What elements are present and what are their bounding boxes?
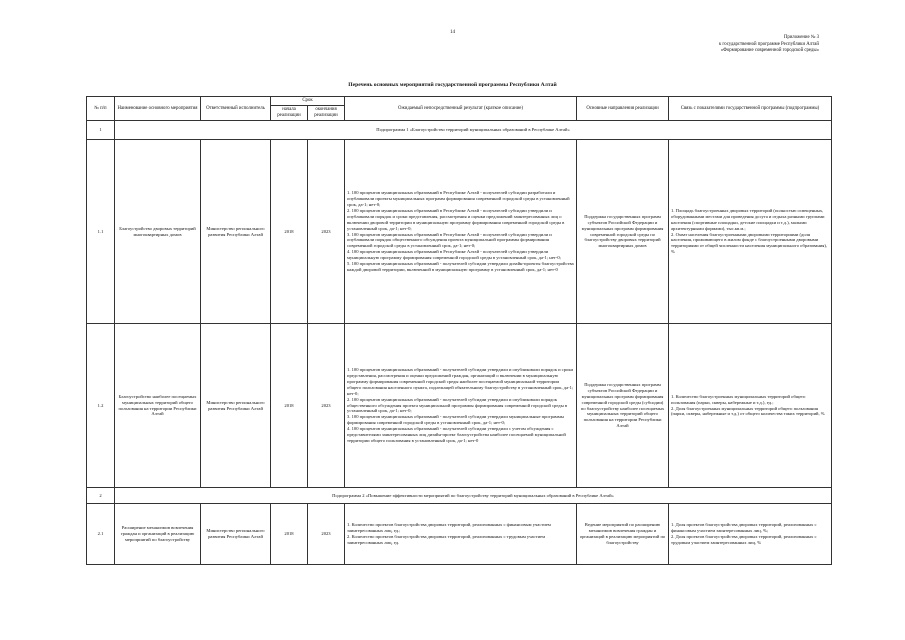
appendix-note [639,35,819,55]
row-2-1-directions: Ведение мероприятий по расширению механизмов вовлечения граждан и организаций в реализацию мероприятий по благоустройству [577,504,669,565]
header-term: Срок [271,97,345,106]
result-item: 1. 100 процентов муниципальных образований - получателей субсидии утвердили и опубликовали порядок и сроки представления, рассмотрения и оценки предложений граждан, организаций о включении в муниципальную программу формирования современной городской среды наиболее посещаемой муниципальной территории общего пользования населенного пункта, подлежащей обязательному благоустройству в установленный срок, да-1; нет-0; [347,367,574,396]
header-directions: Основные направления реализации [577,97,669,121]
subprogram-2-title: Подпрограмма 2 «Повышение эффективности мероприятий по благоустройству территорий муниципальных образований в Республике Алтай» [115,488,832,504]
header-row-1 [87,97,832,106]
appendix-line-3: «Формирование современной городской среды» [720,48,819,54]
result-item: 3. 100 процентов муниципальных образований - получателей субсидии утвердили муниципальные программы формирования современной городской среды в установленный срок, да-1; нет-0; [347,414,564,426]
header-link: Связь с показателями государственной программы (подпрограммы) [669,97,832,121]
header-num: № п/п [87,97,115,121]
result-item: 2. Количество проектов благоустройства дворовых территорий, реализованных с трудовым участием заинтересованных лиц, ед. [347,534,546,545]
table-row-1-2 [87,324,832,488]
row-1-1-directions: Поддержка государственных программ субъектов Российской Федерации и муниципальных программ формирования современной городской среды по благоустройству дворовых территорий многоквартирных домов [577,140,669,324]
header-executor: Ответственный исполнитель [201,97,271,121]
row-1-1-end: 2023 [308,140,345,324]
link-item: 2. Доля проектов благоустройства дворовых территорий, реализованных с трудовым участием заинтересованных лиц, % [671,534,817,545]
row-1-2-results [345,324,577,488]
header-result: Ожидаемый непосредственный результат (краткое описание) [345,97,577,121]
link-item: 2. Охват населения благоустроенными дворовыми территориями (доля населения, проживающего в жилом фонде с благоустроенными дворовыми территориями от общей численности населения муниципального образования), % [671,231,828,255]
row-2-1-results [345,504,577,565]
link-item: 1. Доля проектов благоустройства дворовых территорий, реализованных с финансовым участием заинтересованных лиц, %; [671,522,817,534]
subprogram-1-title: Подпрограмма 1 «Благоустройство территорий муниципальных образований в Республике Алтай» [115,121,832,140]
result-item: 5. 100 процентов муниципальных образований - получателей субсидии утвердили дизайн-проекты благоустройства каждой дворовой территории, включенной в муниципальную программу в установленный срок, да-1; нет-0 [347,261,574,272]
result-item: 2. 100 процентов муниципальных образований в Республике Алтай - получателей субсидии утвердили и опубликовали порядок и сроки представления, рассмотрения и оценки предложений заинтересованных лиц о включении дворовой территории в муниципальную программу формирования современной городской среды в установленный срок, да-1; нет-0; [347,207,565,231]
subprogram-1-num: 1 [87,121,115,140]
row-1-1-results [345,140,577,324]
row-1-1-name: Благоустройство дворовых территорий многоквартирных домов [115,140,201,324]
appendix-line-2: к государственной программе Республики Алтай [718,41,819,47]
row-1-2-num: 1.2 [87,324,115,488]
table-row-1-1 [87,140,832,324]
header-name: Наименование основного мероприятия [115,97,201,121]
row-1-2-end: 2023 [308,324,345,488]
row-1-2-directions: Поддержка государственных программ субъектов Российской Федерации и муниципальных программ формирования современной городской среды (субсидии) по благоустройству наиболее посещаемых муниципальных территорий общего пользования на территории Республики Алтай [577,324,669,488]
link-item: 1. Площадь благоустроенных дворовых территорий (полностью освещенных, оборудованными местами для проведения досуга и отдыха разными группами населения (спортивные площадки, детские площадки и т.д.), малыми архитектурными формами), тыс.кв.м.; [671,207,825,231]
row-1-2-start: 2018 [271,324,308,488]
result-item: 3. 100 процентов муниципальных образований в Республике Алтай - получателей субсидии утвердили и опубликовали порядок общественного обсуждения проекта муниципальной программы формирования современной городской среды в установленный срок, да-1; нет-0; [347,231,552,249]
subprogram-2-num: 2 [87,488,115,504]
link-item: 1. Количество благоустроенных муниципальных территорий общего пользования (парки, скверы, набережные и т.д.), ед.; [671,393,806,405]
page-number: 14 [450,30,455,35]
link-item: 2. Доля благоустроенных муниципальных территорий общего пользования (парки, скверы, набережные и т.д.) от общего количества таких территорий, % [671,405,825,417]
result-item: 4. 100 процентов муниципальных образований в Республике Алтай - получателей субсидии утвердили муниципальную программу формирования современной городской среды в установленный срок, да-1; нет-0; [347,249,561,261]
document-title: Перечень основных мероприятий государственной программы Республики Алтай [348,82,557,88]
row-1-2-name: Благоустройство наиболее посещаемых муниципальных территорий общего пользования на территории Республики Алтай [115,324,201,488]
header-start: начала реализации [271,106,308,121]
row-1-1-executor: Министерство регионального развития Республики Алтай [201,140,271,324]
row-1-2-executor: Министерство регионального развития Республики Алтай [201,324,271,488]
result-item: 1. Количество проектов благоустройства дворовых территорий, реализованных с финансовым участием заинтересованных лиц, ед.; [347,522,551,534]
subprogram-1-row [87,121,832,140]
row-2-1-num: 2.1 [87,504,115,565]
result-item: 2. 100 процентов муниципальных образований - получателей субсидии утвердили и опубликовали порядок общественного обсуждения проекта муниципальной программы формирования современной городской среды в установленный срок, да-1; нет-0; [347,396,568,414]
row-2-1-name: Расширение механизмов вовлечения граждан и организаций в реализацию мероприятий по благоустройству [115,504,201,565]
table-row-2-1 [87,504,832,565]
row-1-2-link [669,324,832,488]
row-2-1-executor: Министерство регионального развития Республики Алтай [201,504,271,565]
row-2-1-link [669,504,832,565]
row-1-1-num: 1.1 [87,140,115,324]
row-1-1-start: 2018 [271,140,308,324]
row-1-1-link [669,140,832,324]
row-2-1-start: 2018 [271,504,308,565]
header-end: окончания реализации [308,106,345,121]
result-item: 1. 100 процентов муниципальных образований в Республике Алтай - получателей субсидии разработали и опубликовали проекты муниципальных программ формирования современной городской среды в установленный срок, да-1; нет-0; [347,190,570,207]
measures-table [86,96,832,565]
row-2-1-end: 2023 [308,504,345,565]
subprogram-2-row [87,488,832,504]
appendix-line-1: Приложение № 3 [783,35,819,40]
result-item: 4. 100 процентов муниципальных образований - получателей субсидии утвердили с учетом обсуждения с представителями заинтересованных лиц дизайн-проект благоустройства наиболее посещаемой муниципальной территории общего пользования в установленный срок, да-1; нет-0 [347,426,566,443]
